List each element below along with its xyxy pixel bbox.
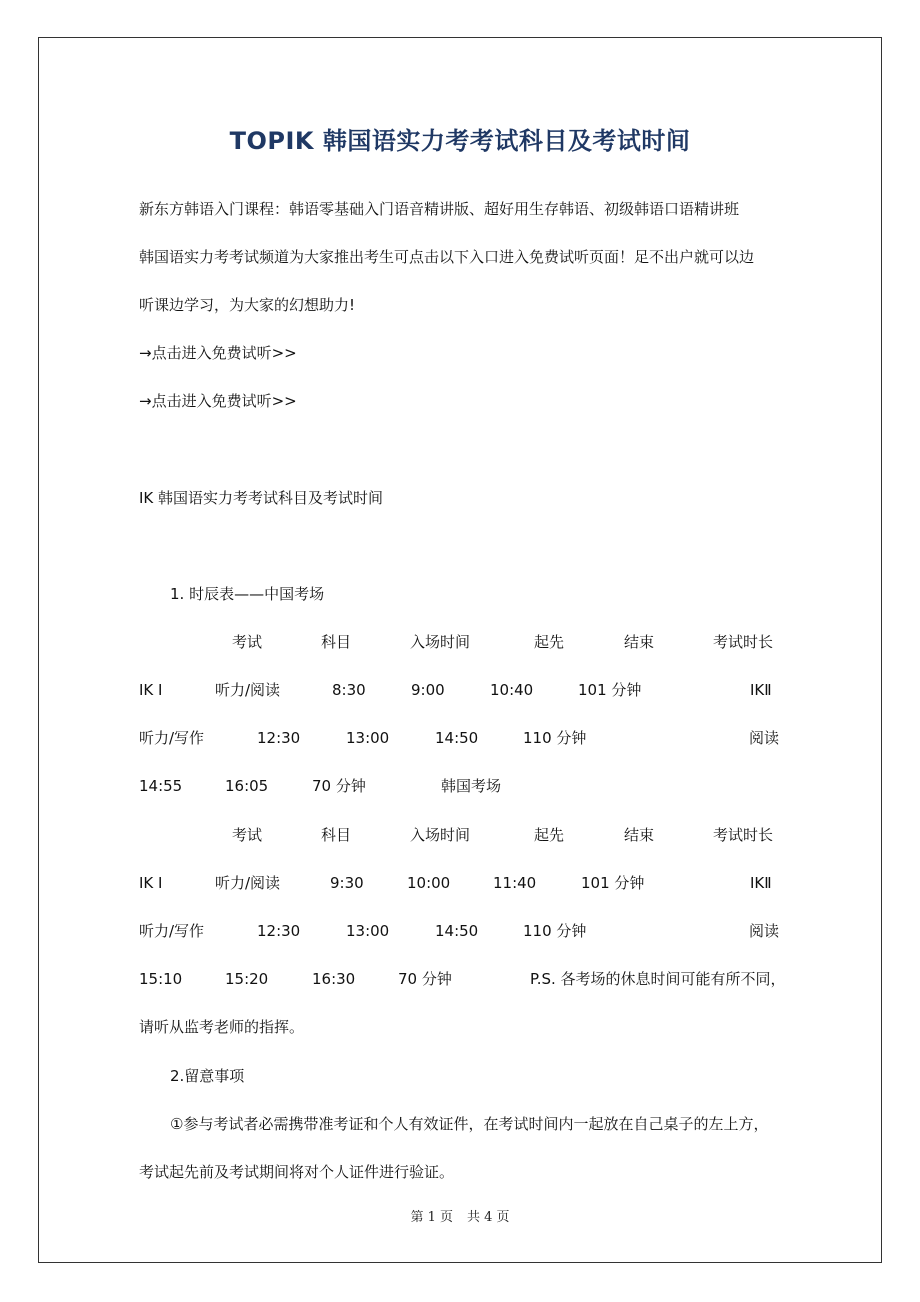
china-row2-duration: 110 分钟 [523, 729, 587, 747]
korea-row1-next-exam: IKⅡ [750, 874, 772, 892]
china-row1-duration: 101 分钟 [578, 681, 642, 699]
china-header-end: 结束 [624, 633, 655, 651]
korea-header-start: 起先 [534, 826, 565, 844]
china-row1-entry: 8:30 [332, 681, 366, 699]
china-header-duration: 考试时长 [713, 633, 774, 651]
section-1-heading: 1. 时辰表——中国考场 [170, 585, 325, 603]
korea-header-duration: 考试时长 [713, 826, 774, 844]
china-row3-duration: 70 分钟 [312, 777, 366, 795]
china-row2-next-subject: 阅读 [749, 729, 780, 747]
china-row1-start: 9:00 [411, 681, 445, 699]
china-row1-end: 10:40 [490, 681, 534, 699]
ps-note: P.S. 各考场的休息时间可能有所不同， [530, 970, 786, 988]
china-header-entry-time: 入场时间 [410, 633, 471, 651]
korea-row2-subject: 听力/写作 [139, 922, 205, 940]
korea-row2-end: 14:50 [435, 922, 479, 940]
intro-courses: 新东方韩语入门课程：韩语零基础入门语音精讲版、超好用生存韩语、初级韩语口语精讲班 [139, 200, 740, 218]
korea-row2-entry: 12:30 [257, 922, 301, 940]
korea-header-exam: 考试 [232, 826, 263, 844]
china-row1-exam: IK Ⅰ [139, 681, 163, 699]
note-1: ①参与考试者必需携带准考证和个人有效证件，在考试时间内一起放在自己桌子的左上方， [170, 1115, 769, 1133]
china-row2-end: 14:50 [435, 729, 479, 747]
page-number: 第 1 页 [410, 1210, 453, 1225]
korea-row3-entry: 15:10 [139, 970, 183, 988]
korea-row1-entry: 9:30 [330, 874, 364, 892]
korea-row1-end: 11:40 [493, 874, 537, 892]
free-trial-link-2[interactable]: →点击进入免费试听>> [139, 392, 297, 410]
china-row1-next-exam: IKⅡ [750, 681, 772, 699]
korea-row1-start: 10:00 [407, 874, 451, 892]
china-row1-subject: 听力/阅读 [215, 681, 281, 699]
korea-venue-heading: 韩国考场 [441, 777, 502, 795]
intro-description-line-1: 韩国语实力考考试频道为大家推出考生可点击以下入口进入免费试听页面！足不出户就可以边 [139, 248, 755, 266]
korea-row1-subject: 听力/阅读 [215, 874, 281, 892]
section-subtitle: IK 韩国语实力考考试科目及考试时间 [139, 489, 384, 507]
ps-note-continued: 请听从监考老师的指挥。 [139, 1018, 305, 1036]
korea-row3-start: 15:20 [225, 970, 269, 988]
china-header-exam: 考试 [232, 633, 263, 651]
china-row2-start: 13:00 [346, 729, 390, 747]
korea-row2-next-subject: 阅读 [749, 922, 780, 940]
free-trial-link-1[interactable]: →点击进入免费试听>> [139, 344, 297, 362]
korea-header-end: 结束 [624, 826, 655, 844]
korea-row1-duration: 101 分钟 [581, 874, 645, 892]
page-total: 共 4 页 [467, 1210, 510, 1225]
china-row3-end: 16:05 [225, 777, 269, 795]
china-header-subject: 科目 [321, 633, 352, 651]
korea-row2-duration: 110 分钟 [523, 922, 587, 940]
china-header-start: 起先 [534, 633, 565, 651]
page-footer [0, 1206, 920, 1225]
intro-description-line-2: 听课边学习，为大家的幻想助力! [139, 296, 356, 314]
china-row3-start: 14:55 [139, 777, 183, 795]
note-1-continued: 考试起先前及考试期间将对个人证件进行验证。 [139, 1163, 455, 1181]
section-2-heading: 2.留意事项 [170, 1067, 245, 1085]
china-row2-entry: 12:30 [257, 729, 301, 747]
china-row2-subject: 听力/写作 [139, 729, 205, 747]
korea-row3-end: 16:30 [312, 970, 356, 988]
document-title: TOPIK 韩国语实力考考试科目及考试时间 [229, 127, 691, 155]
korea-header-subject: 科目 [321, 826, 352, 844]
korea-row1-exam: IK Ⅰ [139, 874, 163, 892]
korea-header-entry-time: 入场时间 [410, 826, 471, 844]
korea-row3-duration: 70 分钟 [398, 970, 452, 988]
korea-row2-start: 13:00 [346, 922, 390, 940]
